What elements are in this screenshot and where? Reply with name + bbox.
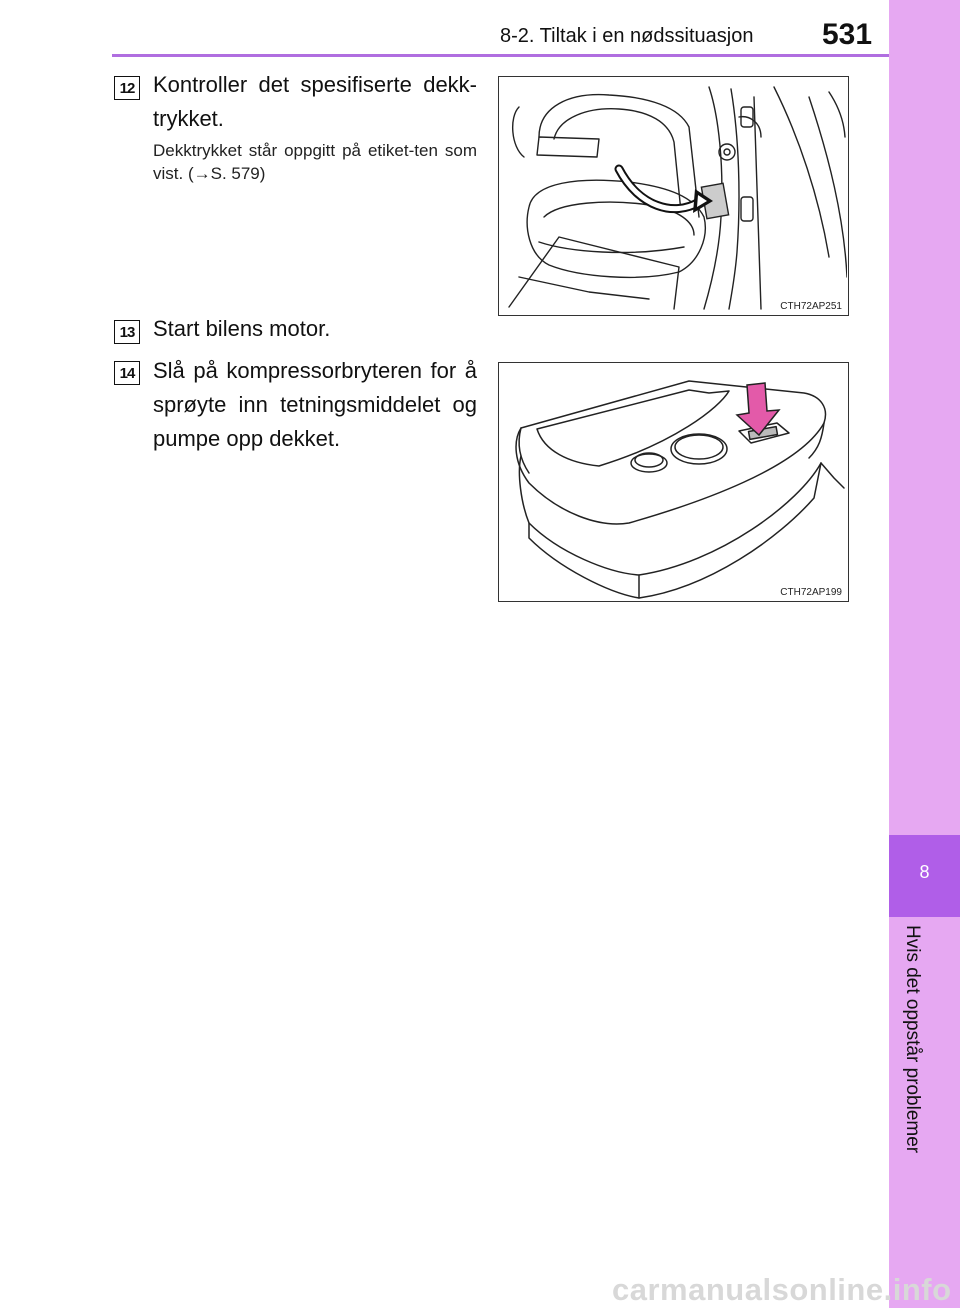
page-number: 531 xyxy=(822,18,873,51)
figure-code: CTH72AP199 xyxy=(780,587,842,598)
step-subtext-12-main: Dekktrykket står oppgitt på etiket-ten som vist. ( xyxy=(153,141,477,183)
figure-compressor xyxy=(498,362,849,602)
figure-code: CTH72AP251 xyxy=(780,301,842,312)
step-subtext-12 xyxy=(153,139,477,185)
side-chapter-number: 8 xyxy=(919,862,930,882)
step-text-12: Kontroller det spesifiserte dekk-trykket. xyxy=(153,72,477,131)
side-chapter-title: Hvis det oppstår problemer xyxy=(902,925,923,1154)
step-text-14: Slå på kompressorbryteren for å sprøyte inn tetningsmiddelet og pumpe opp dekket. xyxy=(153,358,477,451)
step-text-13: Start bilens motor. xyxy=(153,316,331,341)
step-badge-14: 14 xyxy=(114,361,140,385)
page-reference-link[interactable]: S. 579) xyxy=(210,164,266,183)
compressor-illustration xyxy=(499,363,847,600)
step-badge-12: 12 xyxy=(114,76,140,100)
step-badge-13: 13 xyxy=(114,320,140,344)
section-title: 8-2. Tiltak i en nødssituasjon xyxy=(500,25,754,47)
watermark: carmanualsonline.info xyxy=(612,1272,952,1307)
car-seat-illustration xyxy=(499,77,847,314)
header-divider xyxy=(112,54,889,57)
figure-seat-label xyxy=(498,76,849,316)
arrow-icon: → xyxy=(193,164,211,183)
